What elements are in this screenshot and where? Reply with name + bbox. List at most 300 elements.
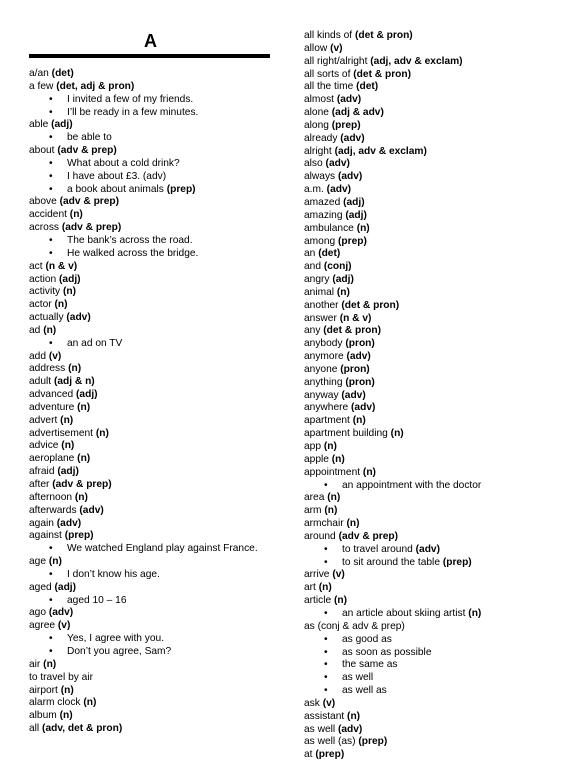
- headword: after: [29, 479, 50, 490]
- part-of-speech: (adv & prep): [59, 196, 120, 208]
- part-of-speech: (n): [362, 466, 376, 478]
- word-entry: [304, 402, 566, 415]
- headword: act: [29, 260, 43, 272]
- part-of-speech: (adv): [336, 94, 362, 106]
- example-sentence: [29, 338, 267, 351]
- headword: along: [304, 119, 329, 131]
- headword: area: [304, 492, 325, 504]
- word-entry: [29, 286, 267, 299]
- word-entry: [29, 428, 267, 441]
- word-entry: [29, 274, 267, 287]
- headword: afternoon: [29, 491, 73, 503]
- example-sentence: [29, 595, 267, 608]
- word-entry: [304, 171, 566, 184]
- part-of-speech: (adv): [340, 132, 365, 144]
- example-text: as well: [342, 672, 374, 684]
- example-text: an article about skiing artist: [342, 607, 466, 619]
- headword: anything: [304, 376, 343, 388]
- part-of-speech: (n): [318, 582, 332, 594]
- headword: apple: [304, 453, 329, 465]
- headword: another: [304, 299, 339, 311]
- part-of-speech: (conj): [323, 261, 352, 273]
- part-of-speech: (n): [95, 427, 109, 439]
- example-text: to travel around: [342, 543, 413, 555]
- word-entry: [29, 376, 267, 389]
- headword: apartment building: [304, 428, 388, 440]
- word-entry: [304, 325, 566, 338]
- example-sentence: [29, 646, 267, 659]
- example-sentence: [29, 132, 267, 145]
- word-entry: [29, 659, 267, 672]
- part-of-speech: (n): [336, 286, 350, 298]
- part-of-speech: (adj): [343, 196, 365, 208]
- example-sentence: [29, 184, 267, 197]
- part-of-speech: (pron): [345, 338, 375, 350]
- example-text: I’ll be ready in a few minutes.: [67, 106, 199, 118]
- bullet-icon: •: [49, 93, 53, 105]
- part-of-speech: (adj, adv & exclam): [370, 55, 463, 67]
- headword: adult: [29, 376, 52, 388]
- word-entry: [29, 299, 267, 312]
- part-of-speech: (n): [62, 286, 76, 298]
- word-entry: [304, 711, 566, 724]
- part-of-speech: (prep): [331, 119, 361, 131]
- part-of-speech: (det): [51, 68, 74, 79]
- part-of-speech: (n): [74, 491, 88, 503]
- example-sentence: [29, 94, 267, 107]
- word-entry: [29, 415, 267, 428]
- example-text: What about a cold drink?: [67, 157, 180, 169]
- headword: above: [29, 196, 57, 208]
- headword: album: [29, 710, 57, 722]
- word-entry: [304, 274, 566, 287]
- word-entry: [304, 377, 566, 390]
- example-text: to sit around the table: [342, 556, 440, 568]
- example-text: a book about animals: [67, 183, 164, 195]
- headword: anyone: [304, 363, 338, 375]
- word-entry: [29, 363, 267, 376]
- example-sentence: [304, 685, 566, 698]
- part-of-speech: (adv): [346, 351, 371, 363]
- word-entry: [304, 197, 566, 210]
- part-of-speech: (v): [330, 42, 343, 54]
- headword: anywhere: [304, 402, 349, 414]
- part-of-speech: (adv, det & pron): [42, 723, 123, 735]
- word-entry: [29, 119, 267, 132]
- example-text: He walked across the bridge.: [67, 247, 199, 259]
- bullet-icon: •: [49, 594, 53, 606]
- word-entry: [304, 30, 566, 43]
- word-entry: [29, 325, 267, 338]
- example-sentence: [304, 480, 566, 493]
- part-of-speech: (n & v): [339, 312, 372, 324]
- example-text: Don’t you agree, Sam?: [67, 645, 172, 657]
- page-title: A: [144, 31, 157, 51]
- part-of-speech: (prep): [358, 736, 388, 748]
- part-of-speech: (adj): [54, 581, 77, 593]
- headword: apartment: [304, 415, 350, 427]
- headword: around: [304, 530, 336, 542]
- example-text: I don’t know his age.: [67, 568, 160, 580]
- example-text: The bank’s across the road.: [67, 234, 193, 246]
- headword: an: [304, 248, 316, 260]
- word-entry: [304, 569, 566, 582]
- part-of-speech: (v): [322, 697, 336, 709]
- example-text: be able to: [67, 132, 112, 144]
- headword: alright: [304, 145, 332, 157]
- word-entry: [304, 454, 566, 467]
- word-entry: [29, 710, 267, 723]
- word-entry: [304, 146, 566, 159]
- word-entry: [304, 415, 566, 428]
- word-entry: [29, 685, 267, 698]
- headword: as well: [304, 723, 336, 735]
- part-of-speech: (n): [324, 505, 338, 517]
- example-sentence: [29, 158, 267, 171]
- headword: anybody: [304, 338, 343, 350]
- headword: afraid: [29, 466, 55, 478]
- part-of-speech: (det & pron): [341, 299, 400, 311]
- word-entry: [304, 158, 566, 171]
- word-entry: [29, 261, 267, 274]
- headword: all: [29, 723, 40, 735]
- example-sentence: [304, 544, 566, 557]
- example-sentence: [304, 634, 566, 647]
- part-of-speech: (pron): [345, 376, 375, 388]
- word-entry: [29, 620, 267, 633]
- headword: all kinds of: [304, 30, 353, 41]
- word-entry: [29, 723, 267, 736]
- headword: a few: [29, 80, 54, 92]
- word-entry: [304, 736, 566, 749]
- example-sentence: [304, 659, 566, 672]
- headword: all right/alright: [304, 55, 368, 67]
- headword: advert: [29, 414, 58, 426]
- word-entry: [29, 209, 267, 222]
- example-part-of-speech: (n): [468, 607, 482, 619]
- word-entry: [304, 364, 566, 377]
- word-entry: [304, 390, 566, 403]
- example-part-of-speech: (prep): [442, 556, 472, 568]
- bullet-icon: •: [49, 234, 53, 246]
- part-of-speech: (n): [83, 697, 97, 709]
- part-of-speech: (adj & n): [53, 376, 95, 388]
- part-of-speech: (pron): [340, 363, 370, 375]
- headword: armchair: [304, 518, 344, 530]
- example-sentence: [304, 557, 566, 570]
- word-entry: [304, 107, 566, 120]
- part-of-speech: (n): [346, 518, 360, 530]
- word-entry: [29, 518, 267, 531]
- headword: as well (as): [304, 736, 356, 748]
- bullet-icon: •: [324, 556, 328, 568]
- bullet-icon: •: [49, 106, 53, 118]
- example-sentence: [29, 235, 267, 248]
- example-sentence: [304, 608, 566, 621]
- bullet-icon: •: [49, 183, 53, 195]
- headword: anyway: [304, 389, 339, 401]
- word-entry: [29, 222, 267, 235]
- word-entry: [304, 582, 566, 595]
- word-entry: [304, 428, 566, 441]
- part-of-speech: (n): [331, 453, 345, 465]
- part-of-speech: (adv): [326, 184, 352, 196]
- part-of-speech: (adv): [56, 517, 82, 529]
- word-list-right-column: [304, 30, 566, 762]
- headword: alone: [304, 107, 329, 119]
- part-of-speech: (adv): [48, 607, 74, 619]
- headword: actor: [29, 299, 52, 311]
- word-entry: [29, 81, 267, 94]
- part-of-speech: (det & pron): [353, 68, 411, 80]
- headword: arrive: [304, 569, 330, 581]
- headword: airport: [29, 684, 58, 696]
- bullet-icon: •: [324, 607, 328, 619]
- word-entry: [304, 133, 566, 146]
- part-of-speech: (prep): [64, 530, 94, 542]
- headword: and: [304, 261, 321, 273]
- part-of-speech: (n): [347, 710, 361, 722]
- headword: adventure: [29, 401, 75, 413]
- part-of-speech: (adv): [337, 171, 363, 183]
- part-of-speech: (n): [356, 222, 370, 234]
- headword: actually: [29, 312, 64, 324]
- word-entry: [29, 466, 267, 479]
- word-entry: [29, 402, 267, 415]
- example-text: Yes, I agree with you.: [67, 633, 165, 645]
- bullet-icon: •: [49, 132, 53, 144]
- headword: among: [304, 235, 336, 247]
- part-of-speech: (n): [323, 441, 337, 452]
- example-sentence: [29, 248, 267, 261]
- headword: agree: [29, 620, 56, 632]
- bullet-icon: •: [324, 672, 328, 684]
- example-sentence: [29, 107, 267, 120]
- word-entry: [304, 351, 566, 364]
- headword: answer: [304, 312, 337, 324]
- headword: amazed: [304, 196, 341, 208]
- word-entry: [304, 56, 566, 69]
- word-entry: [29, 479, 267, 492]
- part-of-speech: (adv & prep): [338, 530, 399, 542]
- part-of-speech: (n & v): [45, 260, 78, 272]
- headword: already: [304, 132, 338, 144]
- word-entry: [304, 505, 566, 518]
- word-entry: [29, 351, 267, 364]
- headword: a/an: [29, 68, 49, 79]
- headword: amazing: [304, 209, 343, 221]
- part-of-speech: (adv): [79, 504, 104, 516]
- headword: able: [29, 119, 49, 131]
- bullet-icon: •: [49, 543, 53, 555]
- part-of-speech: (n): [390, 428, 404, 440]
- word-entry: [29, 672, 267, 685]
- part-of-speech: (n): [77, 401, 91, 413]
- headword: aged: [29, 581, 52, 593]
- word-entry: [29, 492, 267, 505]
- part-of-speech: (v): [57, 620, 71, 632]
- word-entry: [304, 210, 566, 223]
- word-entry: [304, 236, 566, 249]
- part-of-speech: (n): [54, 299, 68, 311]
- example-text: the same as: [342, 659, 398, 671]
- example-part-of-speech: (prep): [166, 183, 196, 195]
- bullet-icon: •: [324, 543, 328, 555]
- part-of-speech: (adv & prep): [61, 222, 122, 234]
- part-of-speech: (adv): [351, 402, 376, 414]
- headword: to travel by air: [29, 671, 93, 683]
- part-of-speech: (adv): [337, 723, 363, 735]
- headword: about: [29, 145, 55, 157]
- word-entry: [304, 69, 566, 82]
- headword: appointment: [304, 466, 361, 478]
- word-entry: [304, 467, 566, 480]
- word-entry: [304, 724, 566, 737]
- word-entry: [304, 518, 566, 531]
- word-entry: [304, 621, 566, 634]
- part-of-speech: (det): [318, 248, 341, 260]
- headword: ago: [29, 607, 46, 619]
- headword: all the time: [304, 81, 354, 93]
- part-of-speech: (adj): [345, 209, 367, 221]
- part-of-speech: (adj): [76, 389, 98, 401]
- word-entry: [304, 441, 566, 454]
- example-text: an appointment with the doctor: [342, 479, 482, 491]
- part-of-speech: (n): [60, 414, 74, 426]
- headword: at: [304, 749, 313, 761]
- word-entry: [29, 440, 267, 453]
- word-entry: [304, 81, 566, 94]
- headword: advice: [29, 440, 59, 452]
- part-of-speech: (prep): [338, 235, 367, 247]
- word-entry: [29, 312, 267, 325]
- word-entry: [304, 43, 566, 56]
- headword: app: [304, 441, 321, 452]
- headword: art: [304, 582, 316, 594]
- part-of-speech: (adj): [57, 466, 79, 478]
- headword: article: [304, 595, 332, 607]
- word-entry: [304, 492, 566, 505]
- example-text: I invited a few of my friends.: [67, 93, 194, 105]
- bullet-icon: •: [49, 645, 53, 657]
- headword: always: [304, 171, 336, 183]
- word-entry: [29, 196, 267, 209]
- headword: afterwards: [29, 504, 77, 516]
- bullet-icon: •: [324, 685, 328, 697]
- headword: a.m.: [304, 184, 324, 196]
- bullet-icon: •: [49, 633, 53, 645]
- example-sentence: [29, 171, 267, 184]
- example-text: as soon as possible: [342, 646, 432, 658]
- part-of-speech: (adj): [59, 273, 81, 285]
- part-of-speech: (n): [327, 492, 341, 504]
- headword: alarm clock: [29, 697, 81, 709]
- word-entry: [304, 223, 566, 236]
- word-entry: [304, 749, 566, 762]
- headword: any: [304, 325, 321, 337]
- headword: action: [29, 273, 57, 285]
- word-entry: [29, 697, 267, 710]
- title-divider: [29, 54, 270, 58]
- part-of-speech: (adj & adv): [331, 107, 384, 119]
- example-text: aged 10 – 16: [67, 594, 127, 606]
- word-entry: [304, 300, 566, 313]
- headword: ad: [29, 324, 41, 336]
- bullet-icon: •: [49, 157, 53, 169]
- word-entry: [29, 582, 267, 595]
- part-of-speech: (prep): [315, 749, 345, 761]
- bullet-icon: •: [49, 337, 53, 349]
- headword: assistant: [304, 710, 345, 722]
- word-entry: [304, 120, 566, 133]
- headword: across: [29, 222, 60, 234]
- headword: arm: [304, 505, 322, 517]
- headword: allow: [304, 42, 328, 54]
- part-of-speech: (adj, adv & exclam): [334, 145, 427, 157]
- word-entry: [304, 248, 566, 261]
- example-sentence: [304, 647, 566, 660]
- headword: also: [304, 158, 323, 170]
- headword: all sorts of: [304, 68, 351, 80]
- headword: against: [29, 530, 62, 542]
- headword: almost: [304, 94, 335, 106]
- headword: advertisement: [29, 427, 93, 439]
- headword: ask: [304, 697, 320, 709]
- part-of-speech: (adv): [325, 158, 350, 170]
- headword: aeroplane: [29, 453, 75, 465]
- part-of-speech: (adv): [341, 389, 366, 401]
- headword: anymore: [304, 351, 344, 363]
- part-of-speech: (n): [334, 595, 348, 607]
- headword: again: [29, 517, 54, 529]
- headword: air: [29, 658, 41, 670]
- word-entry: [304, 94, 566, 107]
- word-entry: [304, 698, 566, 711]
- example-text: as well as: [342, 685, 387, 697]
- headword: angry: [304, 274, 330, 286]
- part-of-speech: (det & pron): [323, 325, 381, 337]
- part-of-speech: (n): [43, 324, 57, 336]
- part-of-speech: (v): [332, 569, 345, 581]
- word-entry: [29, 530, 267, 543]
- part-of-speech: (det): [356, 81, 379, 93]
- part-of-speech: (adv & prep): [57, 145, 117, 157]
- headword: address: [29, 363, 66, 375]
- headword: advanced: [29, 389, 74, 401]
- word-entry: [29, 145, 267, 158]
- bullet-icon: •: [49, 170, 53, 182]
- word-entry: [304, 261, 566, 274]
- bullet-icon: •: [324, 659, 328, 671]
- headword: add: [29, 350, 46, 362]
- example-text: an ad on TV: [67, 337, 123, 349]
- part-of-speech: (adj): [51, 119, 73, 131]
- headword: age: [29, 556, 46, 568]
- word-entry: [304, 287, 566, 300]
- part-of-speech: (n): [60, 684, 74, 696]
- part-of-speech: (n): [69, 209, 83, 221]
- part-of-speech: (n): [59, 710, 73, 722]
- headword: animal: [304, 286, 335, 298]
- word-entry: [304, 531, 566, 544]
- example-sentence: [304, 672, 566, 685]
- word-entry: [304, 313, 566, 326]
- word-entry: [29, 453, 267, 466]
- part-of-speech: (n): [43, 658, 57, 670]
- part-of-speech: (det & pron): [354, 30, 413, 41]
- word-entry: [29, 607, 267, 620]
- example-sentence: [29, 543, 267, 556]
